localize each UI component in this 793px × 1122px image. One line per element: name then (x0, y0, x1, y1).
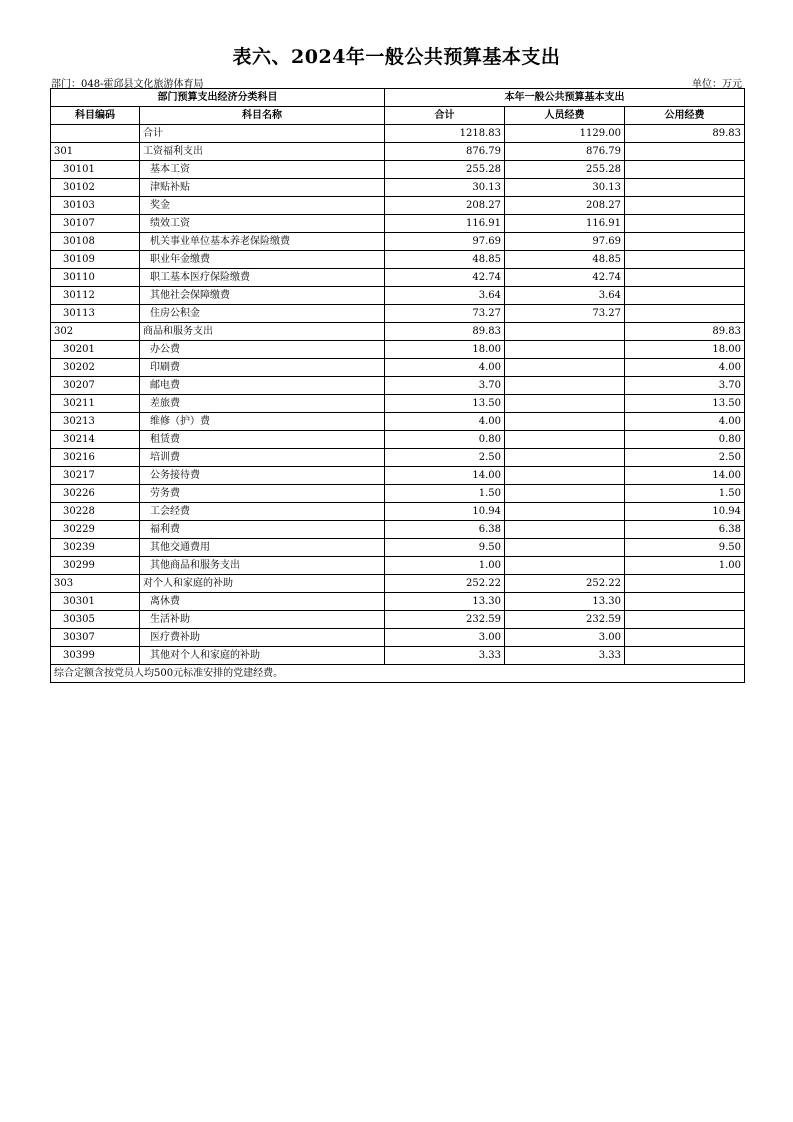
name-cell: 医疗费补助 (140, 629, 385, 647)
total-cell: 3.70 (385, 377, 505, 395)
total-cell: 3.00 (385, 629, 505, 647)
total-cell: 10.94 (385, 503, 505, 521)
right-group-header: 本年一般公共预算基本支出 (385, 89, 745, 107)
total-cell: 0.80 (385, 431, 505, 449)
personnel-cell: 97.69 (505, 233, 625, 251)
col-header-public: 公用经费 (625, 107, 745, 125)
public-cell (625, 233, 745, 251)
personnel-cell (505, 485, 625, 503)
public-cell (625, 629, 745, 647)
table-row (51, 377, 745, 395)
table-row (51, 233, 745, 251)
personnel-cell: 255.28 (505, 161, 625, 179)
total-cell: 3.64 (385, 287, 505, 305)
name-cell: 对个人和家庭的补助 (140, 575, 385, 593)
total-cell: 4.00 (385, 359, 505, 377)
table-row (51, 395, 745, 413)
public-cell (625, 287, 745, 305)
personnel-cell: 30.13 (505, 179, 625, 197)
total-cell: 255.28 (385, 161, 505, 179)
code-cell: 30112 (51, 287, 140, 305)
code-cell: 30113 (51, 305, 140, 323)
table-row (51, 431, 745, 449)
total-cell: 9.50 (385, 539, 505, 557)
name-cell: 其他社会保障缴费 (140, 287, 385, 305)
public-cell: 6.38 (625, 521, 745, 539)
personnel-cell: 48.85 (505, 251, 625, 269)
table-row (51, 269, 745, 287)
name-cell: 印刷费 (140, 359, 385, 377)
personnel-cell: 208.27 (505, 197, 625, 215)
name-cell: 工资福利支出 (140, 143, 385, 161)
public-cell: 89.83 (625, 125, 745, 143)
public-cell (625, 143, 745, 161)
name-cell: 职业年金缴费 (140, 251, 385, 269)
table-row (51, 125, 745, 143)
public-cell (625, 647, 745, 665)
name-cell: 公务接待费 (140, 467, 385, 485)
table-row (51, 647, 745, 665)
total-cell: 18.00 (385, 341, 505, 359)
col-header-name: 科目名称 (140, 107, 385, 125)
total-cell: 116.91 (385, 215, 505, 233)
personnel-cell (505, 341, 625, 359)
personnel-cell (505, 539, 625, 557)
public-cell: 1.50 (625, 485, 745, 503)
code-cell: 30307 (51, 629, 140, 647)
code-cell: 30109 (51, 251, 140, 269)
public-cell: 89.83 (625, 323, 745, 341)
total-cell: 13.50 (385, 395, 505, 413)
total-cell: 4.00 (385, 413, 505, 431)
table-row (51, 413, 745, 431)
name-cell: 工会经费 (140, 503, 385, 521)
code-cell: 30305 (51, 611, 140, 629)
total-cell: 2.50 (385, 449, 505, 467)
public-cell: 14.00 (625, 467, 745, 485)
public-cell: 3.70 (625, 377, 745, 395)
table-row (51, 467, 745, 485)
code-cell: 30299 (51, 557, 140, 575)
name-cell: 其他交通费用 (140, 539, 385, 557)
public-cell (625, 215, 745, 233)
public-cell: 10.94 (625, 503, 745, 521)
code-cell: 30110 (51, 269, 140, 287)
code-cell: 30229 (51, 521, 140, 539)
total-cell: 97.69 (385, 233, 505, 251)
personnel-cell (505, 521, 625, 539)
total-cell: 13.30 (385, 593, 505, 611)
name-cell: 离休费 (140, 593, 385, 611)
table-row (51, 539, 745, 557)
table-row (51, 323, 745, 341)
table-row (51, 521, 745, 539)
public-cell: 0.80 (625, 431, 745, 449)
table-row (51, 197, 745, 215)
col-header-code: 科目编码 (51, 107, 140, 125)
table-row (51, 593, 745, 611)
public-cell (625, 269, 745, 287)
table-row (51, 179, 745, 197)
code-cell: 30103 (51, 197, 140, 215)
total-cell: 252.22 (385, 575, 505, 593)
personnel-cell: 876.79 (505, 143, 625, 161)
personnel-cell (505, 449, 625, 467)
code-cell: 302 (51, 323, 140, 341)
unit-label: 单位：万元 (692, 79, 742, 90)
name-cell: 差旅费 (140, 395, 385, 413)
code-cell: 30213 (51, 413, 140, 431)
budget-table (50, 88, 745, 683)
table-row (51, 215, 745, 233)
personnel-cell: 42.74 (505, 269, 625, 287)
code-cell: 30399 (51, 647, 140, 665)
public-cell (625, 161, 745, 179)
code-cell: 30211 (51, 395, 140, 413)
public-cell: 13.50 (625, 395, 745, 413)
personnel-cell (505, 503, 625, 521)
public-cell: 9.50 (625, 539, 745, 557)
code-cell: 30202 (51, 359, 140, 377)
public-cell: 1.00 (625, 557, 745, 575)
personnel-cell: 3.33 (505, 647, 625, 665)
personnel-cell: 1129.00 (505, 125, 625, 143)
personnel-cell (505, 431, 625, 449)
name-cell: 劳务费 (140, 485, 385, 503)
table-group-header-row (51, 89, 745, 107)
personnel-cell (505, 377, 625, 395)
total-cell: 232.59 (385, 611, 505, 629)
table-column-header-row (51, 107, 745, 125)
public-cell (625, 179, 745, 197)
table-row (51, 305, 745, 323)
code-cell: 30217 (51, 467, 140, 485)
table-row (51, 287, 745, 305)
personnel-cell: 3.00 (505, 629, 625, 647)
table-row (51, 557, 745, 575)
total-cell: 73.27 (385, 305, 505, 323)
public-cell (625, 197, 745, 215)
personnel-cell: 232.59 (505, 611, 625, 629)
personnel-cell: 73.27 (505, 305, 625, 323)
name-cell: 办公费 (140, 341, 385, 359)
department-label: 部门：048-霍邱县文化旅游体育局 (51, 79, 204, 90)
footnote-row (51, 665, 745, 683)
name-cell: 基本工资 (140, 161, 385, 179)
code-cell: 30207 (51, 377, 140, 395)
code-cell: 30107 (51, 215, 140, 233)
name-cell: 福利费 (140, 521, 385, 539)
table-row (51, 143, 745, 161)
name-cell: 商品和服务支出 (140, 323, 385, 341)
table-body (51, 125, 745, 665)
total-cell: 3.33 (385, 647, 505, 665)
personnel-cell (505, 467, 625, 485)
personnel-cell: 13.30 (505, 593, 625, 611)
table-row (51, 503, 745, 521)
code-cell: 30301 (51, 593, 140, 611)
public-cell: 4.00 (625, 359, 745, 377)
code-cell: 30201 (51, 341, 140, 359)
name-cell: 邮电费 (140, 377, 385, 395)
personnel-cell (505, 557, 625, 575)
public-cell (625, 593, 745, 611)
code-cell: 30108 (51, 233, 140, 251)
page-title: 表六、2024年一般公共预算基本支出 (232, 46, 561, 68)
personnel-cell (505, 395, 625, 413)
col-header-total: 合计 (385, 107, 505, 125)
total-cell: 6.38 (385, 521, 505, 539)
code-cell (51, 125, 140, 143)
total-cell: 208.27 (385, 197, 505, 215)
personnel-cell (505, 413, 625, 431)
name-cell: 租赁费 (140, 431, 385, 449)
code-cell: 30216 (51, 449, 140, 467)
table-row (51, 161, 745, 179)
total-cell: 42.74 (385, 269, 505, 287)
code-cell: 30214 (51, 431, 140, 449)
name-cell: 绩效工资 (140, 215, 385, 233)
total-cell: 48.85 (385, 251, 505, 269)
name-cell: 其他对个人和家庭的补助 (140, 647, 385, 665)
public-cell (625, 251, 745, 269)
code-cell: 30102 (51, 179, 140, 197)
name-cell: 培训费 (140, 449, 385, 467)
name-cell: 职工基本医疗保险缴费 (140, 269, 385, 287)
total-cell: 1218.83 (385, 125, 505, 143)
col-header-personnel: 人员经费 (505, 107, 625, 125)
public-cell (625, 305, 745, 323)
name-cell: 维修（护）费 (140, 413, 385, 431)
table-row (51, 611, 745, 629)
code-cell: 303 (51, 575, 140, 593)
code-cell: 30239 (51, 539, 140, 557)
personnel-cell: 3.64 (505, 287, 625, 305)
total-cell: 89.83 (385, 323, 505, 341)
total-cell: 30.13 (385, 179, 505, 197)
table-row (51, 359, 745, 377)
public-cell: 2.50 (625, 449, 745, 467)
public-cell (625, 611, 745, 629)
code-cell: 30101 (51, 161, 140, 179)
total-cell: 1.00 (385, 557, 505, 575)
table-row (51, 449, 745, 467)
code-cell: 301 (51, 143, 140, 161)
name-cell: 住房公积金 (140, 305, 385, 323)
name-cell: 机关事业单位基本养老保险缴费 (140, 233, 385, 251)
total-cell: 1.50 (385, 485, 505, 503)
name-cell: 津贴补贴 (140, 179, 385, 197)
personnel-cell: 252.22 (505, 575, 625, 593)
footnote: 综合定额含按党员人均500元标准安排的党建经费。 (51, 665, 745, 683)
personnel-cell: 116.91 (505, 215, 625, 233)
name-cell: 奖金 (140, 197, 385, 215)
table-row (51, 341, 745, 359)
code-cell: 30226 (51, 485, 140, 503)
name-cell: 合计 (140, 125, 385, 143)
personnel-cell (505, 323, 625, 341)
table-row (51, 485, 745, 503)
public-cell: 4.00 (625, 413, 745, 431)
total-cell: 876.79 (385, 143, 505, 161)
personnel-cell (505, 359, 625, 377)
table-row (51, 251, 745, 269)
code-cell: 30228 (51, 503, 140, 521)
name-cell: 生活补助 (140, 611, 385, 629)
left-group-header: 部门预算支出经济分类科目 (51, 89, 385, 107)
public-cell: 18.00 (625, 341, 745, 359)
table-row (51, 575, 745, 593)
table-row (51, 629, 745, 647)
name-cell: 其他商品和服务支出 (140, 557, 385, 575)
total-cell: 14.00 (385, 467, 505, 485)
public-cell (625, 575, 745, 593)
